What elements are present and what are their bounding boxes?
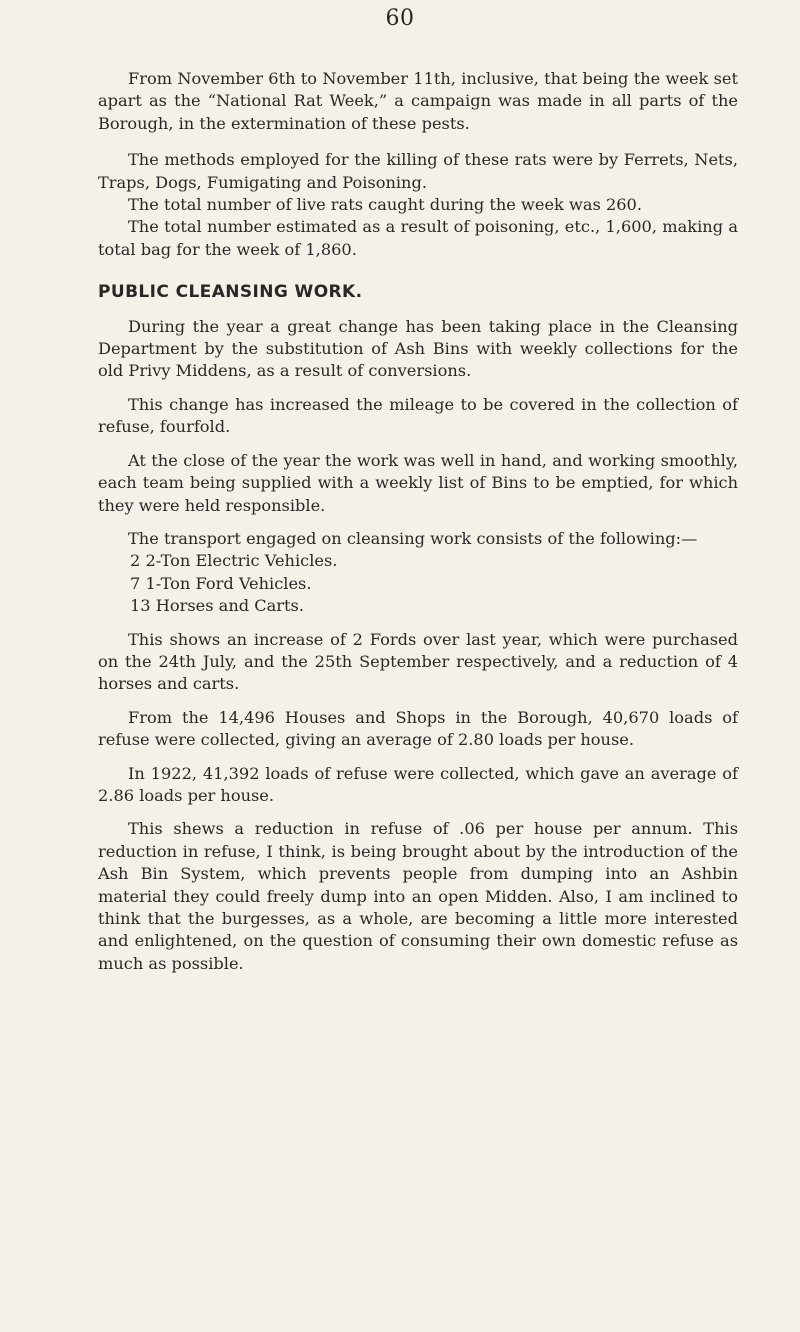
paragraph-1922-loads: In 1922, 41,392 loads of refuse were collected, which gave an average of 2.86 loads per house. <box>98 763 738 805</box>
list-item: 2 2-Ton Electric Vehicles. <box>130 551 338 571</box>
body-text <box>98 68 738 975</box>
paragraph-loads-collected: From the 14,496 Houses and Shops in the Borough, 40,670 loads of refuse were collected, giving an average of 2.80 loads per house. <box>98 707 738 750</box>
paragraph-rat-week: From November 6th to November 11th, inclusive, that being the week set apart as the “National Rat Week,” a campaign was made in all parts of the Borough, in the extermination of these pests. <box>98 69 738 133</box>
list-item: 13 Horses and Carts. <box>130 596 304 616</box>
paragraph-reduction: This shews a reduction in refuse of .06 per house per annum. This reduction in refuse, I think, is being brought about by the introduction of the Ash Bin System, which prevents people from dumping into an Ashbin material they could freely dump into an open Midden. Also, I am inclined to think that the burgesses, as a whole, are becoming a little more interested and enlightened, on the question of consuming their own domestic refuse as much as possible. <box>98 819 738 973</box>
paragraph-mileage: This change has increased the mileage to be covered in the collection of refuse, fourfold. <box>98 394 738 437</box>
paragraph-live-rats: The total number of live rats caught during the week was 260. <box>128 195 643 215</box>
page-number: 60 <box>385 6 415 31</box>
paragraph-close-of-year: At the close of the year the work was well in hand, and working smoothly, each team being supplied with a weekly list of Bins to be emptied, for which they were held responsible. <box>98 450 738 515</box>
paragraph-total-bag: The total number estimated as a result of poisoning, etc., 1,600, making a total bag for the week of 1,860. <box>98 217 738 259</box>
paragraph-cleansing-change: During the year a great change has been taking place in the Cleansing Department by the substitution of Ash Bins with weekly collections for the old Privy Middens, as a result of conversions. <box>98 316 738 381</box>
paragraph-methods: The methods employed for the killing of these rats were by Ferrets, Nets, Traps, Dogs, Fumigating and Poisoning. <box>98 150 738 192</box>
list-item: 7 1-Ton Ford Vehicles. <box>130 573 312 593</box>
paragraph-fords-increase: This shows an increase of 2 Fords over last year, which were purchased on the 24th July, and the 25th September respectively, and a reduction of 4 horses and carts. <box>98 629 738 694</box>
section-heading: PUBLIC CLEANSING WORK. <box>98 282 363 303</box>
paragraph-transport: The transport engaged on cleansing work consists of the following:— <box>128 528 698 548</box>
